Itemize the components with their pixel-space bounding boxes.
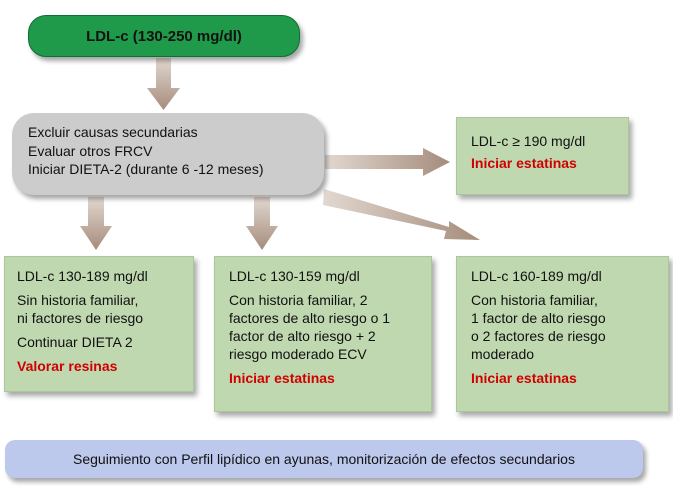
initial-measure-1: Excluir causas secundarias [28,124,198,140]
high-ldl-action: Iniciar estatinas [471,155,577,171]
high-ldl-box [456,117,629,195]
arrow-center-to-box3 [323,189,480,240]
family-2factors-text-2: factores de alto riesgo o 1 [229,310,391,326]
no-risk-range: LDL-c 130-189 mg/dl [17,268,148,284]
no-risk-condition-1: Sin historia familiar, [17,292,139,308]
family-history-1factor-box [456,256,669,412]
family-1factor-action: Iniciar estatinas [471,370,577,386]
family-2factors-text-1: Con historia familiar, 2 [229,292,368,308]
initial-measures-box [12,113,324,195]
family-1factor-text-1: Con historia familiar, [471,292,598,308]
arrow-center-to-box2 [246,197,278,250]
follow-up-text: Seguimiento con Perfil lipídico en ayunas, monitorización de efectos secundarios [73,451,575,467]
family-history-2factors-box [214,256,432,412]
no-risk-box [4,256,194,392]
no-risk-action: Valorar resinas [17,358,118,374]
initial-measure-3: Iniciar DIETA-2 (durante 6 -12 meses) [28,161,264,177]
no-risk-diet: Continuar DIETA 2 [17,334,133,350]
start-node [28,15,300,57]
initial-measure-2: Evaluar otros FRCV [28,142,153,159]
start-node-label: LDL-c (130-250 mg/dl) [86,27,242,45]
family-2factors-text-4: riesgo moderado ECV [229,346,367,362]
arrow-top-to-center [147,58,180,110]
family-1factor-text-3: o 2 factores de riesgo [471,328,606,344]
family-2factors-range: LDL-c 130-159 mg/dl [229,268,360,284]
family-2factors-text-3: factor de alto riesgo + 2 [229,328,376,344]
family-1factor-text-4: moderado [471,346,535,362]
family-1factor-text-2: 1 factor de alto riesgo [471,310,606,326]
family-2factors-action: Iniciar estatinas [229,370,335,386]
arrow-center-to-box1 [80,197,112,250]
family-1factor-range: LDL-c 160-189 mg/dl [471,268,602,284]
high-ldl-threshold: LDL-c ≥ 190 mg/dl [471,133,586,149]
follow-up-box [5,440,643,478]
arrow-center-to-right [325,148,450,176]
no-risk-condition-2: ni factores de riesgo [17,310,144,326]
